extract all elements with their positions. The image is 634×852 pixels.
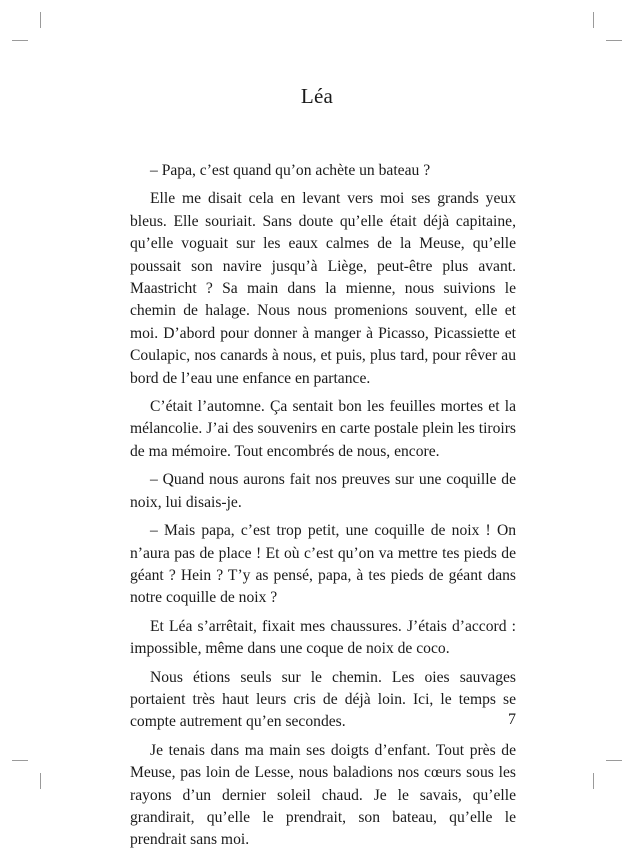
page-number: 7	[508, 711, 516, 728]
crop-mark-bottom-right-h	[606, 760, 622, 761]
paragraph: – Quand nous aurons fait nos preuves sur une coquille de noix, lui disais-je.	[130, 471, 516, 511]
paragraph: – Mais papa, c’est trop petit, une coquille de noix ! On n’aura pas de place ! Et où c’est qu’on va mettre tes pieds de géant ? Hein ? T’y as pensé, papa, à tes pieds de géant dans notre coquille de noix ?	[130, 522, 516, 607]
crop-mark-top-right-v	[593, 12, 594, 28]
crop-mark-bottom-left-v	[40, 773, 41, 789]
crop-mark-top-right-h	[606, 40, 622, 41]
paragraph: Nous étions seuls sur le chemin. Les oies sauvages portaient très haut leurs cris de déjà loin. Ici, le temps se compte autrement qu’en secondes.	[130, 668, 516, 731]
chapter-title: Léa	[300, 84, 334, 108]
paragraph: Et Léa s’arrêtait, fixait mes chaussures. J’étais d’accord : impossible, même dans une coque de noix de coco.	[130, 617, 516, 658]
paragraph: Je tenais dans ma main ses doigts d’enfant. Tout près de Meuse, pas loin de Lesse, nous baladions nos cœurs sous les rayons d’un dernier soleil chaud. Je le savais, qu’elle grandirait, qu’elle le prendrait, son bateau, qu’elle le prendrait sans moi.	[130, 741, 516, 849]
paragraph: Elle me disait cela en levant vers moi ses grands yeux bleus. Elle souriait. Sans doute qu’elle était déjà capitaine, qu’elle voguait sur les eaux calmes de la Meuse, qu’elle poussait son navire jusqu’à Liège, peut-être plus avant. Maastricht ? Sa main dans la mienne, nous suivions le chemin de halage. Nous nous promenions souvent, elle et moi. D’abord pour donner à manger à Picasso, Picassiette et Coulapic, nos canards à nous, et puis, plus tard, pour rêver au bord de l’eau une enfance en partance.	[130, 190, 516, 387]
crop-mark-top-left-h	[12, 40, 28, 41]
crop-mark-top-left-v	[40, 12, 41, 28]
crop-mark-bottom-left-h	[12, 760, 28, 761]
paragraph: C’était l’automne. Ça sentait bon les feuilles mortes et la mélancolie. J’ai des souvenirs en carte postale plein les tiroirs de ma mémoire. Tout encombrés de nous, encore.	[130, 398, 516, 460]
crop-mark-bottom-right-v	[593, 773, 594, 789]
body-text	[130, 160, 516, 852]
paragraph: – Papa, c’est quand qu’on achète un bateau ?	[150, 162, 431, 179]
